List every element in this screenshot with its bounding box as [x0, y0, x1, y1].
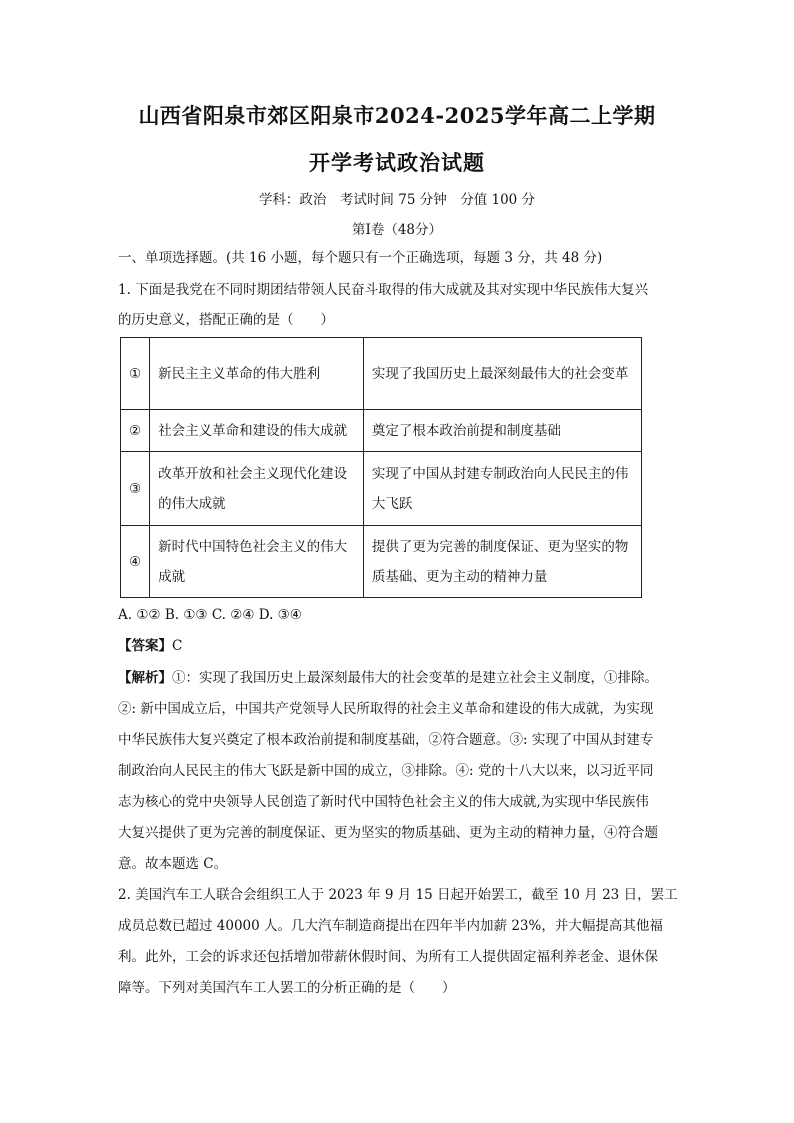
q1-options: A. ①② B. ①③ C. ②④ D. ③④	[118, 607, 302, 623]
table-cell-num: ①	[121, 338, 150, 410]
table-row	[121, 452, 642, 526]
table-row	[121, 526, 642, 598]
exam-volume-label: 第Ⅰ卷（48分）	[351, 222, 442, 238]
exam-title-line2: 开学考试政治试题	[309, 150, 485, 175]
table-row	[121, 338, 642, 410]
q1-analysis-line7: 意。故本题选 C。	[118, 856, 228, 872]
table-cell-significance: 实现了我国历史上最深刻最伟大的社会变革	[363, 338, 641, 410]
table-cell-achievement: 改革开放和社会主义现代化建设的伟大成就	[150, 452, 364, 526]
table-cell-num: ②	[121, 410, 150, 452]
table-cell-significance: 实现了中国从封建专制政治向人民民主的伟大飞跃	[363, 452, 641, 526]
answer-value: C	[172, 638, 183, 654]
exam-title-line1: 山西省阳泉市郊区阳泉市2024-2025学年高二上学期	[138, 103, 656, 128]
q2-line1: 2. 美国汽车工人联合会组织工人于 2023 年 9 月 15 日起开始罢工，截至 10 月 23 日，罢工	[118, 887, 678, 903]
q1-stem-line1: 1. 下面是我党在不同时期团结带领人民奋斗取得的伟大成就及其对实现中华民族伟大复兴	[118, 282, 649, 298]
q1-answer	[118, 636, 688, 656]
q2-line4: 障等。下列对美国汽车工人罢工的分析正确的是（ ）	[118, 980, 456, 996]
q1-stem-line2: 的历史意义，搭配正确的是（ ）	[118, 312, 334, 328]
q1-match-table	[120, 337, 642, 598]
q1-analysis-line6: 大复兴提供了更为完善的制度保证、更为坚实的物质基础、更为主动的精神力量，④符合题	[118, 825, 658, 841]
table-cell-achievement: 新时代中国特色社会主义的伟大成就	[150, 526, 364, 598]
table-cell-num: ③	[121, 452, 150, 526]
table-cell-num: ④	[121, 526, 150, 598]
q1-analysis-line1	[118, 668, 688, 688]
q1-analysis-line2: ②: 新中国成立后，中国共产党领导人民所取得的社会主义革命和建设的伟大成就，为实现	[118, 701, 654, 717]
q1-analysis-line5: 志为核心的党中央领导人民创造了新时代中国特色社会主义的伟大成就,为实现中华民族伟	[118, 794, 649, 810]
table-cell-achievement: 社会主义革命和建设的伟大成就	[150, 410, 364, 452]
q1-analysis-line4: 制政治向人民民主的伟大飞跃是新中国的成立，③排除。④: 党的十八大以来，以习近平同	[118, 763, 654, 779]
table-row	[121, 410, 642, 452]
q1-analysis-line3: 中华民族伟大复兴奠定了根本政治前提和制度基础，②符合题意。③: 实现了中国从封建专	[118, 732, 654, 748]
analysis-label: 【解析】	[118, 670, 172, 686]
q2-line2: 成员总数已超过 40000 人。几大汽车制造商提出在四年半内加薪 23%，并大幅提高其他福	[118, 918, 663, 934]
section-heading: 一、单项选择题。(共 16 小题，每个题只有一个正确选项，每题 3 分，共 48 分)	[118, 250, 603, 266]
answer-label: 【答案】	[118, 638, 172, 654]
table-cell-significance: 奠定了根本政治前提和制度基础	[363, 410, 641, 452]
table-cell-significance: 提供了更为完善的制度保证、更为坚实的物质基础、更为主动的精神力量	[363, 526, 641, 598]
analysis-text: ①：实现了我国历史上最深刻最伟大的社会变革的是建立社会主义制度，①排除。	[172, 670, 658, 686]
table-cell-achievement: 新民主主义革命的伟大胜利	[150, 338, 364, 410]
exam-subject-info: 学科：政治 考试时间 75 分钟 分值 100 分	[258, 192, 536, 208]
q2-line3: 利。此外，工会的诉求还包括增加带薪休假时间、为所有工人提供固定福利养老金、退休保	[118, 949, 658, 965]
